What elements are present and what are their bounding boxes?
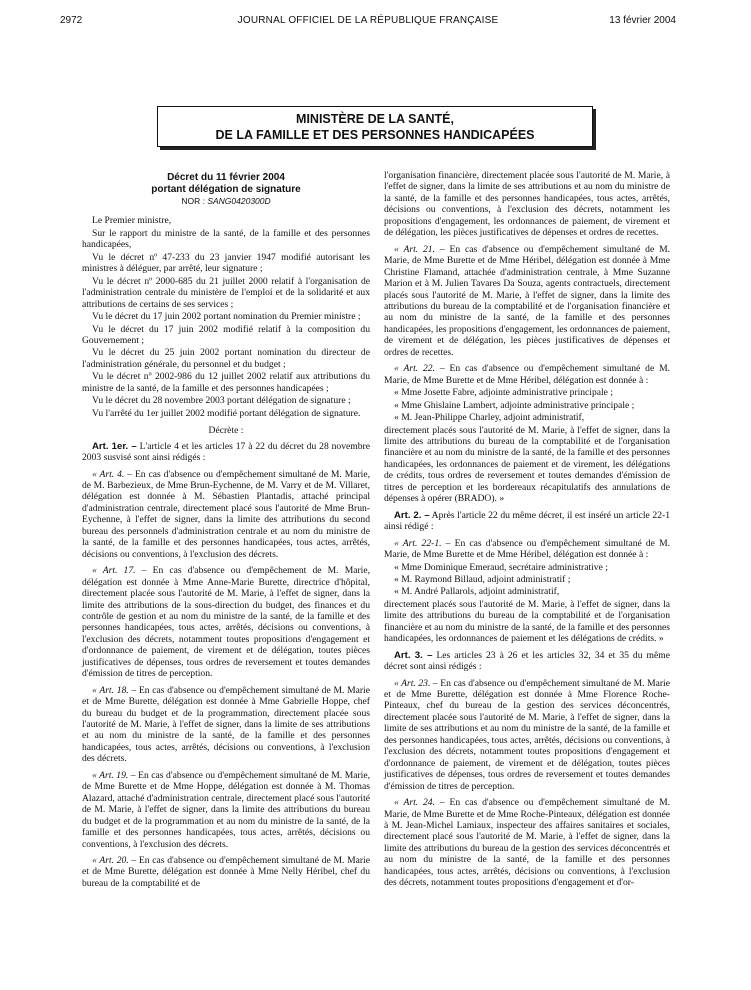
article-21 <box>384 244 670 359</box>
ministry-heading-box <box>157 106 593 147</box>
article-1 <box>82 441 370 464</box>
article-22-1 <box>384 538 670 561</box>
decree-title-1: Décret du 11 février 2004 <box>167 172 285 183</box>
article-3-label: Art. 3. – <box>394 649 433 661</box>
article-text: En cas d'absence ou d'empêchement de M. Marie, délégation est donnée à Mme Anne-Marie Burette, directrice d'hôpital, directement placée sous l'autorité de M. Marie, à l'effet de signer, dans la limite des attributions de la sous-direction du budget, des finances et du contrôle de gestion et au nom du ministre de la santé, de la famille et des personnes handicapées, tous actes, arrêtés, décisions ou conventions, à l'exclusion des décrets, notamment toutes propositions d'engagement et d'ordonnance de paiement, de virement et de délégation, toutes pièces justificatives de dépenses, tous ordres de reversement et toutes demandes d'émission de titres de perception. <box>82 565 371 680</box>
issue-date: 13 février 2004 <box>609 15 676 26</box>
preamble-line: Vu le décret du 25 juin 2002 portant nomination du directeur de l'administration générale, du personnel et du budget ; <box>82 347 370 370</box>
article-label: « Art. 17. – <box>92 565 147 577</box>
ministry-line-1: MINISTÈRE DE LA SANTÉ, <box>296 112 454 126</box>
article-20 <box>82 855 370 889</box>
article-20-continuation: l'organisation financière, directement placée sous l'autorité de M. Marie, à l'effet de signer, dans la limite de ses attributions et au nom du ministre de la santé, de la famille et des personnes handicapées, tous actes, arrêtés, décisions ou conventions, à l'exclusion des décrets, notamment les propositions d'engagement, les ordonnances de paiement, de virement et de délégation, les pièces justificatives de dépenses et ordres de recettes. <box>384 170 670 239</box>
list-item: « M. Raymond Billaud, adjoint administratif ; <box>394 573 571 585</box>
nor-code: SANG0420300D <box>207 196 271 206</box>
article-text: En cas d'absence ou d'empêchement simultané de M. Marie et de Mme Burette, délégation est donnée à Mme Nelly Héribel, chef du bureau de la comptabilité et de <box>82 855 370 889</box>
list-item: « M. Jean-Philippe Charley, adjoint administratif, <box>394 412 585 424</box>
article-text: En cas d'absence ou d'empêchement simultané de M. Marie, de M. Barbezieux, de Mme Brun-Eychenne, de M. Varry et de M. Villaret, délégation est donnée à M. Sébastien Plantadis, attaché principal d'administration centrale, directement placé sous l'autorité de Mme Brun-Eychenne, à l'effet de signer, dans la limite des attributions du second bureau des personnels d'administration centrale et au nom du ministre de la santé, de la famille et des personnes handicapées, tous actes, arrêtés, décisions ou conventions, à l'exclusion des décrets. <box>82 468 371 560</box>
article-22-1-tail: directement placés sous l'autorité de M. Marie, à l'effet de signer, dans la limite des attributions du bureau de la comptabilité et de l'organisation financière et au nom du ministre de la santé, de la famille et des personnes handicapées, les ordonnances de paiement et les délégations de crédits. » <box>384 598 670 645</box>
preamble-line: Vu le décret nº 2000-685 du 21 juillet 2000 relatif à l'organisation de l'administration centrale du ministère de l'emploi et de la solidarité et aux attributions de certains de ses services ; <box>82 275 370 310</box>
article-label: « Art. 20. – <box>92 855 137 867</box>
nor-reference <box>82 196 370 207</box>
article-19 <box>82 770 370 850</box>
article-17 <box>82 565 370 680</box>
preamble-line: Vu le décret nº 2002-986 du 12 juillet 2002 relatif aux attributions du ministre de la santé, de la famille et des personnes handicapées ; <box>82 371 370 394</box>
page-number: 2972 <box>60 15 83 26</box>
article-label: « Art. 4. – <box>92 468 133 480</box>
article-22-tail: directement placés sous l'autorité de M. Marie, à l'effet de signer, dans la limite des attributions du bureau de la comptabilité et de l'organisation financière et au nom du ministre de la santé, de la famille et des personnes handicapées, les ordonnances de paiement et de virement, les délégations de crédits, tous ordres de reversement et toutes demandes d'émission de titres de perception et les bordereaux récapitulatifs des annulations de dépenses à opérer (BRADO). » <box>384 424 670 505</box>
article-label: « Art. 22. – <box>394 363 445 375</box>
decrete-heading: Décrète : <box>208 425 244 437</box>
list-item: « Mme Ghislaine Lambert, adjointe administrative principale ; <box>394 399 635 411</box>
preamble-line: Vu le décret du 17 juin 2002 portant nomination du Premier ministre ; <box>92 311 361 323</box>
article-label: « Art. 18. – <box>92 684 137 696</box>
right-column <box>384 170 670 890</box>
article-2 <box>384 510 670 533</box>
article-text: En cas d'absence ou d'empêchement simultané de M. Marie, de Mme Burette et de Mme Roche-Pinteaux, délégation est donnée à M. Jean-Michel Lamiaux, inspecteur des affaires sanitaires et sociales, directement placé sous l'autorité de M. Marie, à l'effet de signer, dans la limite des attributions du bureau de la gestion des services déconcentrés et au nom du ministre de la santé, de la famille et des personnes handicapées, tous actes, arrêtés, décisions ou conventions, à l'exclusion des décrets, notamment toutes propositions d'engagement et d'or- <box>384 797 670 889</box>
decree-title-2: portant délégation de signature <box>151 184 301 195</box>
article-text: En cas d'absence ou d'empêchement simultané de M. Marie, de Mme Burette et de Mme Héribel, délégation est donnée à : <box>384 537 670 561</box>
left-column <box>82 172 370 890</box>
article-text: En cas d'absence ou d'empêchement simultané de M. Marie, de Mme Burette et de Mme Héribel, délégation est donnée à : <box>384 363 670 386</box>
article-24 <box>384 797 670 889</box>
article-23 <box>384 678 670 793</box>
list-item: « M. André Pallarols, adjoint administratif, <box>394 586 560 598</box>
article-1-text: L'article 4 et les articles 17 à 22 du décret du 28 novembre 2003 susvisé sont ainsi rédigés : <box>82 440 370 464</box>
article-label: « Art. 24. – <box>394 797 445 809</box>
article-text: En cas d'absence ou d'empêchement simultané de M. Marie, de Mme Burette et de Mme Héribel, délégation est donnée à Mme Christine Flamand, attachée d'administration centrale, à Mme Suzanne Marion et à M. Julien Tavares Da Souza, agents contractuels, directement placés sous l'autorité de M. Marie, à l'effet de signer, dans la limite des attributions du bureau de la comptabilité et de l'organisation financière et au nom du ministre de la santé, de la famille et des personnes handicapées, les propositions d'engagement, les ordonnances de paiement, de virement et de délégation, les pièces justificatives de dépenses et ordres de recettes. <box>384 243 670 358</box>
article-22 <box>384 363 670 386</box>
article-label: « Art. 22-1. – <box>394 537 451 549</box>
preamble-line: Le Premier ministre, <box>92 215 172 227</box>
article-3-text: Les articles 23 à 26 et les articles 32, 34 et 35 du même décret sont ainsi rédigés : <box>384 649 670 673</box>
preamble-line: Sur le rapport du ministre de la santé, de la famille et des personnes handicapées, <box>82 227 370 251</box>
article-3 <box>384 650 670 673</box>
journal-title: JOURNAL OFFICIEL DE LA RÉPUBLIQUE FRANÇAISE <box>237 15 499 26</box>
article-18 <box>82 685 370 765</box>
ministry-line-2: DE LA FAMILLE ET DES PERSONNES HANDICAPÉES <box>215 128 535 142</box>
article-text: En cas d'absence ou d'empêchement simultané de M. Marie et de Mme Burette, délégation est donnée à Mme Florence Roche-Pinteaux, chef du bureau de la gestion des services déconcentrés, directement placée sous l'autorité de M. Marie, à l'effet de signer, dans la limite de ses attributions et au nom du ministre de la santé, de la famille et des personnes handicapées, tous actes, arrêtés, décisions ou conventions, à l'exclusion des décrets, notamment toutes propositions d'engagement et d'ordonnance de paiement, de virement et de délégation, toutes pièces justificatives de dépenses, tous ordres de reversement et toutes demandes d'émission de titres de perception. <box>384 677 670 792</box>
running-header <box>60 15 676 29</box>
article-text: En cas d'absence ou d'empêchement simultané de M. Marie et de Mme Burette, délégation est donnée à Mme Gabrielle Hoppe, chef du bureau du budget et de la programmation, directement placée sous l'autorité de M. Marie, à l'effet de signer, dans la limite de ses attributions et au nom du ministre de la santé, de la famille et des personnes handicapées, tous actes, arrêtés, décisions ou conventions, à l'exclusion des décrets. <box>82 684 370 765</box>
article-1-label: Art. 1er. – <box>92 440 137 452</box>
article-text: En cas d'absence ou d'empêchement simultané de M. Marie, de Mme Burette et de Mme Hoppe, délégation est donnée à M. Thomas Alazard, attaché d'administration centrale, directement placé sous l'autorité de M. Marie, à l'effet de signer, dans la limite des attributions du bureau du budget et de la programmation et au nom du ministre de la santé, de la famille et des personnes handicapées, tous actes, arrêtés, décisions ou conventions, à l'exclusion des décrets. <box>82 769 370 850</box>
article-label: « Art. 19. – <box>92 769 136 781</box>
article-4 <box>82 469 370 561</box>
preamble-line: Vu l'arrêté du 1er juillet 2002 modifié portant délégation de signature. <box>92 407 361 419</box>
nor-label: NOR : <box>181 196 205 206</box>
article-label: « Art. 23. – <box>394 677 438 689</box>
article-2-label: Art. 2. – <box>394 509 430 521</box>
article-2-text: Après l'article 22 du même décret, il est inséré un article 22-1 ainsi rédigé : <box>384 509 670 533</box>
list-item: « Mme Josette Fabre, adjointe administrative principale ; <box>394 387 613 399</box>
preamble-line: Vu le décret nº 47-233 du 23 janvier 1947 modifié autorisant les ministres à déléguer, par arrêté, leur signature ; <box>82 251 370 275</box>
list-item: « Mme Dominique Emeraud, secrétaire administrative ; <box>394 561 608 573</box>
preamble-line: Vu le décret du 17 juin 2002 modifié relatif à la composition du Gouvernement ; <box>82 323 370 346</box>
article-label: « Art. 21. – <box>394 243 445 255</box>
preamble-line: Vu le décret du 28 novembre 2003 portant délégation de signature ; <box>92 395 351 407</box>
